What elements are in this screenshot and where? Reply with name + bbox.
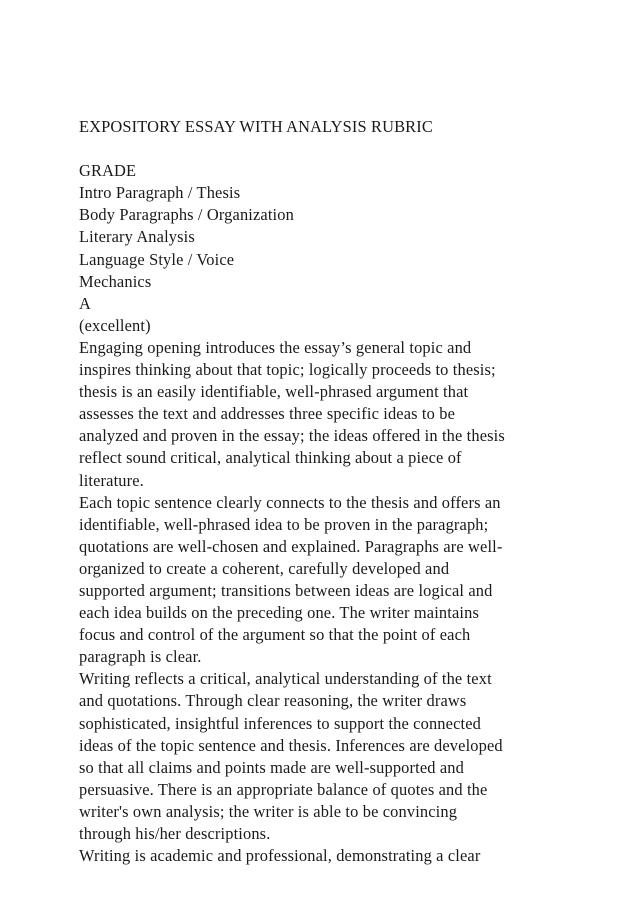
paragraph-style (79, 845, 619, 867)
paragraph-line: literature. (79, 470, 144, 490)
paragraph-line: reflect sound critical, analytical thinking about a piece of (79, 448, 462, 468)
paragraph-line: paragraph is clear. (79, 647, 202, 667)
paragraph-intro (79, 337, 619, 492)
paragraph-line: sophisticated, insightful inferences to support the connected (79, 713, 481, 733)
document-title: EXPOSITORY ESSAY WITH ANALYSIS RUBRIC (79, 117, 433, 136)
paragraph-line: supported argument; transitions between ideas are logical and (79, 580, 493, 600)
paragraph-body (79, 492, 619, 669)
paragraph-line: so that all claims and points made are well-supported and (79, 757, 464, 777)
paragraph-line: and quotations. Through clear reasoning, the writer draws (79, 691, 467, 711)
paragraph-line: organized to create a coherent, carefully developed and (79, 558, 450, 578)
category-body: Body Paragraphs / Organization (79, 205, 294, 225)
paragraph-line: inspires thinking about that topic; logically proceeds to thesis; (79, 360, 496, 380)
paragraph-line: analyzed and proven in the essay; the ideas offered in the thesis (79, 426, 505, 446)
grade-label: GRADE (79, 161, 137, 181)
category-style: Language Style / Voice (79, 249, 235, 269)
paragraph-line: writer's own analysis; the writer is able to be convincing (79, 801, 458, 821)
paragraph-line: persuasive. There is an appropriate balance of quotes and the (79, 779, 488, 799)
paragraph-line: focus and control of the argument so that the point of each (79, 625, 471, 645)
category-mechanics: Mechanics (79, 271, 152, 291)
paragraph-line: Engaging opening introduces the essay’s general topic and (79, 337, 472, 357)
grade-letter: A (79, 293, 91, 313)
grade-description: (excellent) (79, 315, 151, 335)
blank-line (79, 138, 619, 160)
paragraph-line: assesses the text and addresses three specific ideas to be (79, 404, 455, 424)
category-analysis: Literary Analysis (79, 227, 195, 247)
paragraph-line: Each topic sentence clearly connects to the thesis and offers an (79, 492, 501, 512)
paragraph-line: ideas of the topic sentence and thesis. Inferences are developed (79, 735, 503, 755)
paragraph-analysis (79, 668, 619, 845)
paragraph-line: Writing reflects a critical, analytical understanding of the text (79, 669, 492, 689)
paragraph-line: through his/her descriptions. (79, 824, 271, 843)
paragraph-line: quotations are well-chosen and explained. Paragraphs are well- (79, 536, 503, 556)
document-body (79, 116, 619, 867)
category-intro: Intro Paragraph / Thesis (79, 183, 241, 203)
paragraph-line: Writing is academic and professional, demonstrating a clear (79, 846, 481, 866)
paragraph-line: each idea builds on the preceding one. The writer maintains (79, 603, 479, 623)
paragraph-line: thesis is an easily identifiable, well-phrased argument that (79, 382, 469, 402)
paragraph-line: identifiable, well-phrased idea to be proven in the paragraph; (79, 514, 489, 534)
